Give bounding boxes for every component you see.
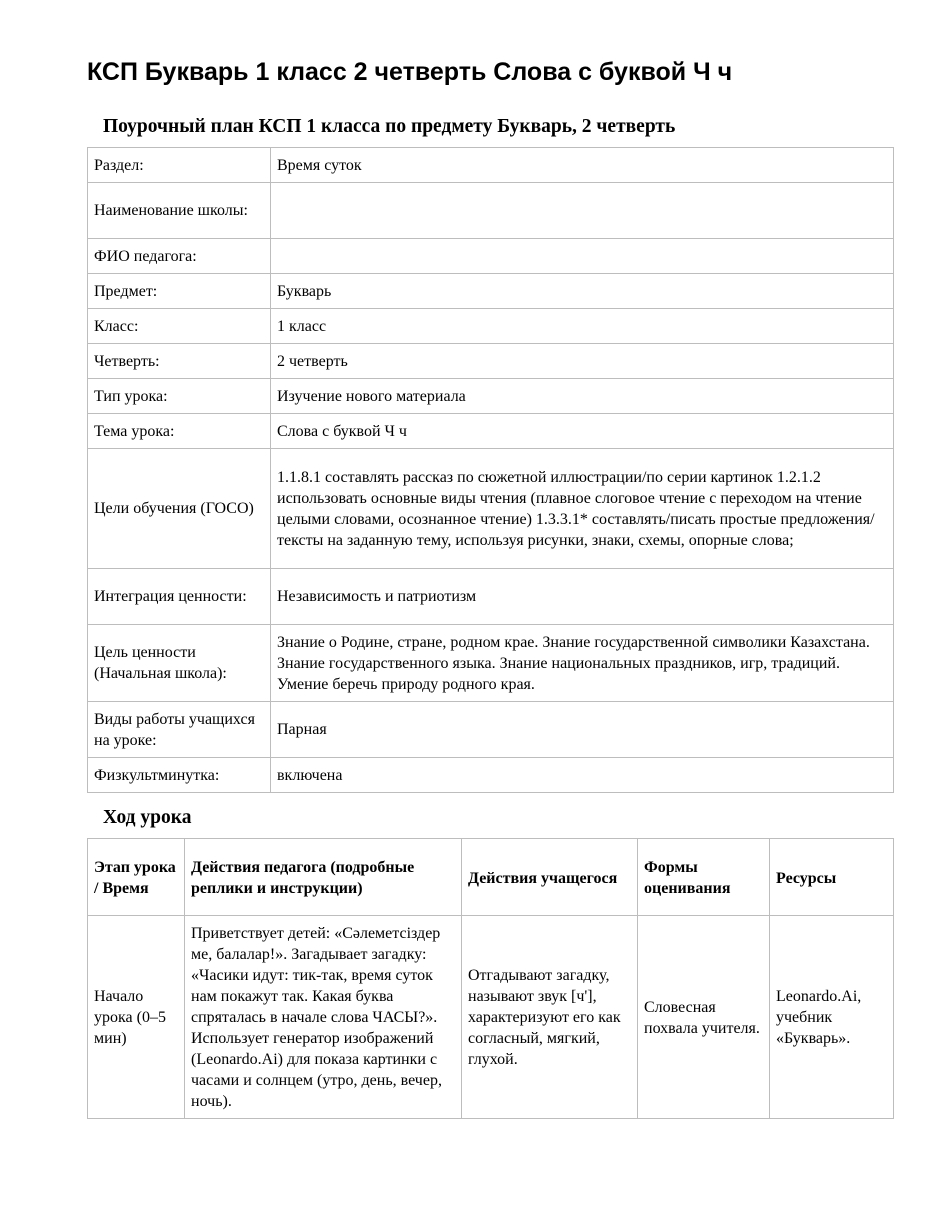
table-row: [88, 379, 894, 414]
row-label: Виды работы учащихся на уроке:: [88, 702, 271, 758]
column-header-teacher-actions: Действия педагога (подробные реплики и инструкции): [185, 839, 462, 916]
row-label: Класс:: [88, 309, 271, 344]
lesson-plan-heading: Поурочный план КСП 1 класса по предмету Букварь, 2 четверть: [103, 116, 676, 137]
document-title: КСП Букварь 1 класс 2 четверть Слова с буквой Ч ч: [87, 58, 733, 86]
row-label: Тема урока:: [88, 414, 271, 449]
row-label: Раздел:: [88, 148, 271, 183]
row-value: Независимость и патриотизм: [271, 569, 894, 625]
row-value: включена: [271, 758, 894, 793]
column-header-student-actions: Действия учащегося: [462, 839, 638, 916]
table-row: [88, 183, 894, 239]
row-label: Цель ценности (Начальная школа):: [88, 625, 271, 702]
row-value: Букварь: [271, 274, 894, 309]
row-label: Предмет:: [88, 274, 271, 309]
table-header-row: [88, 839, 894, 916]
student-actions-cell: Отгадывают загадку, называют звук [ч'], характеризуют его как согласный, мягкий, глухой.: [462, 916, 638, 1119]
teacher-actions-cell: Приветствует детей: «Сәлеметсіздер ме, балалар!». Загадывает загадку: «Часики идут: тик-так, время суток нам покажут так. Какая буква спряталась в начале слова ЧАСЫ?». Использует генератор изображений (Leonardo.Ai) для показа картинки с часами и солнцем (утро, день, вечер, ночь).: [185, 916, 462, 1119]
table-row: [88, 702, 894, 758]
lesson-progress-table: [87, 838, 894, 1119]
table-row: [88, 239, 894, 274]
row-label: Тип урока:: [88, 379, 271, 414]
row-value: Парная: [271, 702, 894, 758]
row-value: 1.1.8.1 составлять рассказ по сюжетной иллюстрации/по серии картинок 1.2.1.2 использовать основные виды чтения (плавное слоговое чтение с переходом на чтение целыми словами, осознанное чтение) 1.3.3.1* составлять/писать простые предложения/тексты на заданную тему, используя рисунки, знаки, схемы, опорные слова;: [271, 449, 894, 569]
row-value: [271, 183, 894, 239]
row-label: Цели обучения (ГОСО): [88, 449, 271, 569]
row-value: Изучение нового материала: [271, 379, 894, 414]
row-label: Физкультминутка:: [88, 758, 271, 793]
table-row: [88, 274, 894, 309]
table-row: [88, 449, 894, 569]
table-row: [88, 569, 894, 625]
row-label: ФИО педагога:: [88, 239, 271, 274]
lesson-progress-heading: Ход урока: [103, 807, 192, 828]
row-value: Слова с буквой Ч ч: [271, 414, 894, 449]
table-row: [88, 309, 894, 344]
row-label: Интеграция ценности:: [88, 569, 271, 625]
column-header-assessment: Формы оценивания: [638, 839, 770, 916]
column-header-resources: Ресурсы: [770, 839, 894, 916]
table-row: [88, 414, 894, 449]
table-row: [88, 344, 894, 379]
table-row: [88, 625, 894, 702]
row-value: 1 класс: [271, 309, 894, 344]
stage-cell: Начало урока (0–5 мин): [88, 916, 185, 1119]
row-value: Время суток: [271, 148, 894, 183]
assessment-cell: Словесная похвала учителя.: [638, 916, 770, 1119]
table-row: [88, 148, 894, 183]
row-value: Знание о Родине, стране, родном крае. Знание государственной символики Казахстана. Знание государственного языка. Знание национальных праздников, игр, традиций. Умение беречь природу родного края.: [271, 625, 894, 702]
table-row: [88, 916, 894, 1119]
row-value: 2 четверть: [271, 344, 894, 379]
resources-cell: Leonardo.Ai, учебник «Букварь».: [770, 916, 894, 1119]
row-label: Наименование школы:: [88, 183, 271, 239]
row-value: [271, 239, 894, 274]
column-header-stage: Этап урока / Время: [88, 839, 185, 916]
row-label: Четверть:: [88, 344, 271, 379]
table-row: [88, 758, 894, 793]
lesson-plan-table: [87, 147, 894, 793]
